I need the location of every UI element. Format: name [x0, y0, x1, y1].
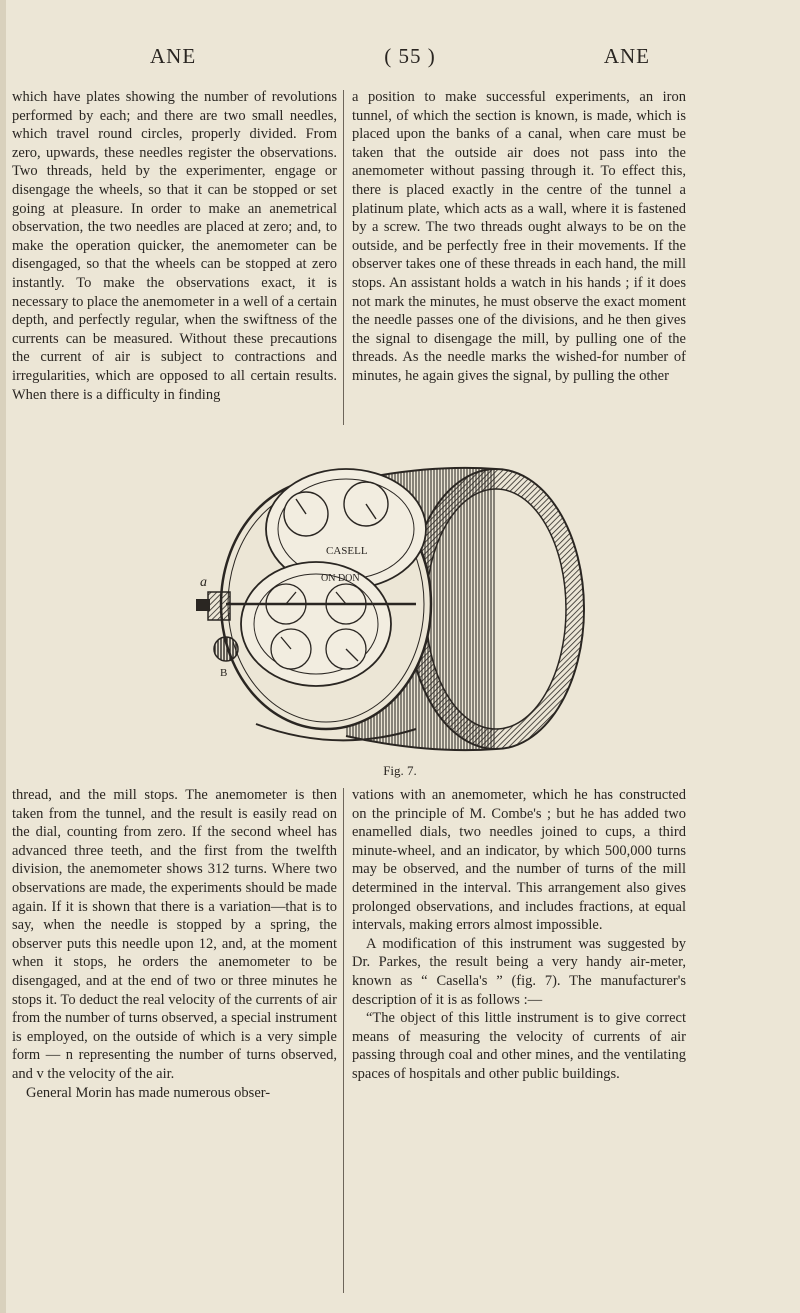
paragraph-top-left-1: which have plates showing the number of revolutions performed by each; and there are two small needles, which travel round circles, properly divided. From zero, upwards, these needles register the observations. Two threads, held by the experimenter, engage or disengage the wheels, so that it can be stopped or set going at pleasure. In order to make an anemetrical observation, the two needles are placed at zero; and, to make the operation quicker, the anemometer can be disengaged, so that the wheels can be stopped at zero instantly. To make the observations exact, it is necessary to place the anemometer in a well of a certain depth, and perfectly regular, when the swiftness of the currents can be measured. Without these precautions the current of air is subject to contractions and irregularities, which are opposed to all certain results. When there is a difficulty in finding — [12, 89, 337, 403]
label-a: a — [200, 575, 207, 590]
paragraph-bottom-right-3: “The object of this little instrument is to give correct means of measuring the velocity of currents of air passing through coal and other mines, and the ventilating spaces of hospitals and other public buildings. — [352, 1010, 686, 1082]
col-bottom-right — [352, 786, 686, 1084]
col-top-left — [12, 88, 337, 404]
paragraph-bottom-right-2: A modification of this instrument was suggested by Dr. Parkes, the result being a very handy air-meter, known as “ Casella's ” (fig. 7). The manufacturer's description of it is as follows :— — [352, 935, 686, 1008]
page-edge-shadow — [0, 0, 6, 1313]
col-top-right — [352, 88, 686, 386]
paragraph-top-right-1: a position to make successful experiments, an iron tunnel, of which the section is known, is made, which is placed upon the banks of a canal, when care must be taken that the outside air does not pass into the anemometer without passing through it. To effect this, there is placed exactly in the centre of the tunnel a platinum plate, which acts as a wall, where it is fastened by a screw. The two threads ought always to be on the outside, and be perfectly free in their movements. If the observer takes one of these threads in each hand, the mill stops. An assistant holds a watch in his hands ; if it does not mark the minutes, he must observe the exact moment the needle passes one of the divisions, and he then gives the signal to disengage the mill, by pulling one of the threads. As the needle marks the wished-for number of minutes, he again gives the signal, by pulling the other — [352, 89, 686, 384]
page-number: ( 55 ) — [384, 44, 436, 68]
figure-caption: Fig. 7. — [383, 763, 417, 778]
dial-lettering-top: CASELL — [326, 545, 368, 557]
dial-lettering-lower: ON DON — [321, 573, 360, 584]
header-right-word: ANE — [603, 44, 650, 68]
col-bottom-left — [12, 786, 337, 1102]
column-divider-top — [343, 90, 344, 425]
anemometer-illustration — [196, 454, 606, 754]
paragraph-bottom-left-1: thread, and the mill stops. The anemometer is then taken from the tunnel, and the result is easily read on the dial, counting from zero. If the second wheel has advanced three teeth, and the first from the twelfth division, the anemometer shows 312 turns. Where two observations are made, the experiments should be made again. If it is shown that there is a variation—that is to say, when the needle is stopped by a spring, the observer puts this needle upon 12, and, at the moment when it stops, he orders the anemometer to be disengaged, and at the end of two or three minutes he stops it. To deduct the real velocity of the currents of air from the number of turns observed, a special instrument is employed, on the outside of which is a very simple form — n representing the number of turns observed, and v the velocity of the air. — [12, 787, 337, 1082]
figure-anemometer — [196, 454, 606, 754]
label-b: B — [220, 667, 228, 679]
column-divider-bottom — [343, 788, 344, 1293]
paragraph-bottom-left-2: General Morin has made numerous obser- — [26, 1084, 271, 1101]
paragraph-bottom-right-1: vations with an anemometer, which he has constructed on the principle of M. Combe's ; but he has added two enamelled dials, two needles joined to cups, a third minute-wheel, and an indicator, by which 500,000 turns may be observed, and the number of turns of the mill determined in the interval. This arrangement also gives prolonged observations, and includes fractions, at equal intervals, making errors almost impossible. — [352, 787, 686, 934]
running-header — [150, 44, 650, 68]
header-left-word: ANE — [150, 44, 197, 68]
